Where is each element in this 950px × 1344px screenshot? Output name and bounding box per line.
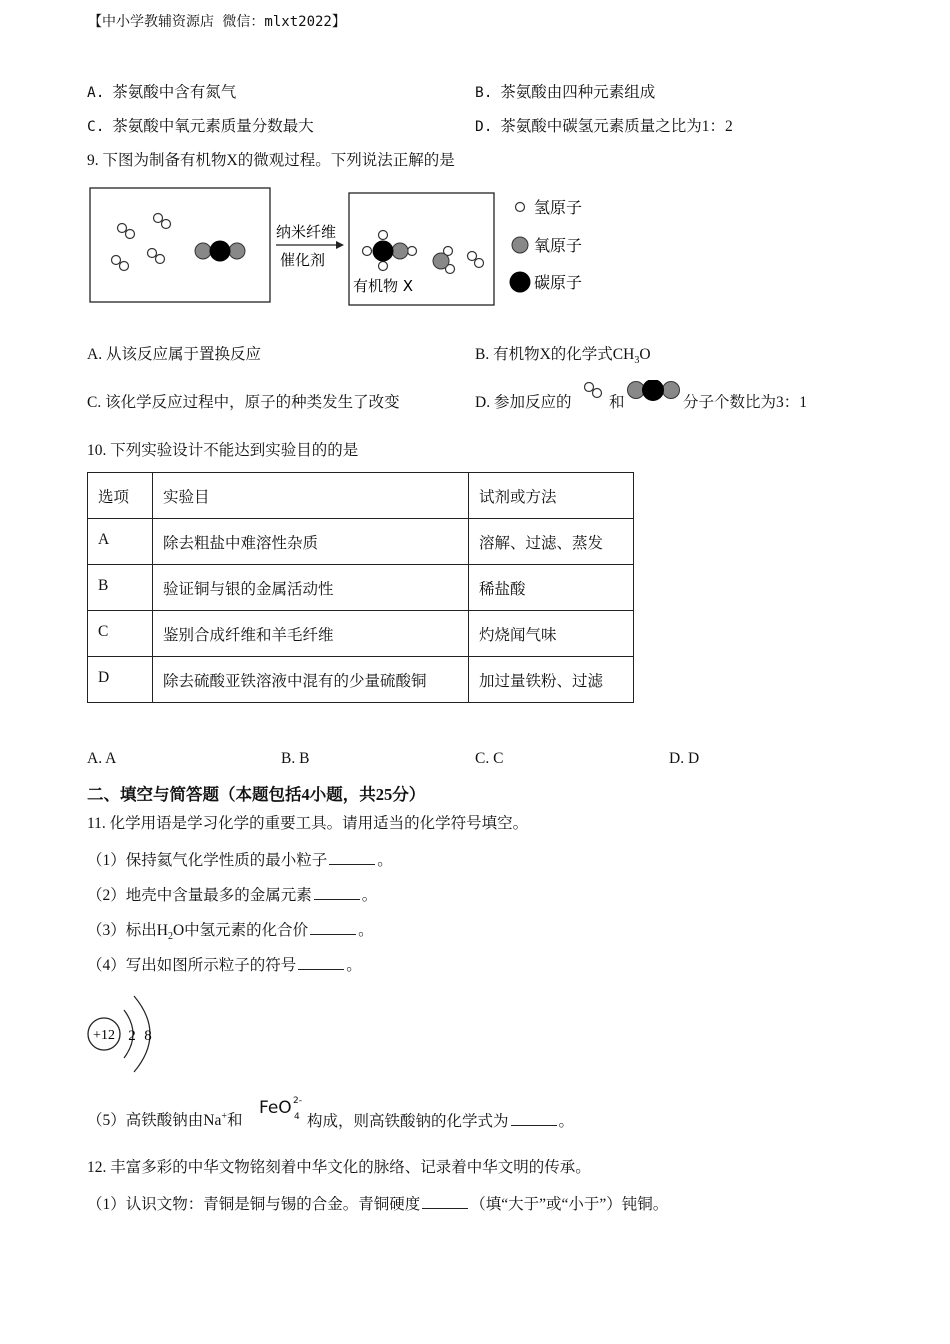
table-cell: A — [88, 519, 153, 565]
svg-text:氧原子: 氧原子 — [534, 236, 583, 255]
table-cell: 灼烧闻气味 — [469, 611, 634, 657]
q8-option-a: A. 茶氨酸中含有氮气 — [87, 84, 237, 101]
table-cell: 除去硫酸亚铁溶液中混有的少量硫酸铜 — [153, 657, 469, 703]
answer-blank — [298, 955, 344, 970]
q10-option-c: C. C — [475, 750, 504, 767]
table-cell: 稀盐酸 — [469, 565, 634, 611]
table-row — [88, 519, 634, 565]
table-header-cell: 试剂或方法 — [469, 473, 634, 519]
q11-part-5: （5）高铁酸钠由Na+和 FeO 2- 4 构成，则高铁酸钠的化学式为 。 — [87, 1096, 575, 1130]
q9-option-a: A. 从该反应属于置换反应 — [87, 346, 261, 363]
svg-text:碳原子: 碳原子 — [534, 273, 583, 292]
hydrogen-molecules — [112, 214, 171, 271]
q9-stem: 9. 下图为制备有机物X的微观过程。下列说法正解的是 — [87, 152, 455, 169]
answer-blank — [310, 920, 356, 935]
q11-stem: 11. 化学用语是学习化学的重要工具。请用适当的化学符号填空。 — [87, 815, 529, 832]
table-cell: C — [88, 611, 153, 657]
hydrogen-molecule-product — [468, 252, 484, 268]
table-row — [88, 565, 634, 611]
hydrogen-molecule-icon — [581, 380, 607, 402]
q8-option-d: D. 茶氨酸中碳氢元素质量之比为1：2 — [475, 118, 733, 135]
product-label: 有机物 X — [353, 277, 414, 295]
table-cell: D — [88, 657, 153, 703]
shell-2-electrons: 8 — [144, 1028, 152, 1044]
table-cell: 除去粗盐中难溶性杂质 — [153, 519, 469, 565]
hydrogen-atom-icon — [516, 203, 525, 212]
atom-legend — [510, 198, 583, 293]
q8-option-c: C. 茶氨酸中氧元素质量分数最大 — [87, 118, 314, 135]
table-cell: B — [88, 565, 153, 611]
q10-option-b: B. B — [281, 750, 310, 767]
q10-stem: 10. 下列实验设计不能达到实验目的的是 — [87, 442, 359, 459]
q10-option-a: A. A — [87, 750, 117, 767]
q9-option-b: B. 有机物X的化学式$CH_3O$ — [475, 346, 651, 367]
table-header-cell: 实验目 — [153, 473, 469, 519]
table-header-row — [88, 473, 634, 519]
answer-blank — [422, 1194, 468, 1209]
answer-blank — [329, 850, 375, 865]
table-cell: 验证铜与银的金属活动性 — [153, 565, 469, 611]
table-cell: 加过量铁粉、过滤 — [469, 657, 634, 703]
svg-text:氢原子: 氢原子 — [534, 198, 583, 217]
ferrate-ion-formula: FeO — [259, 1098, 292, 1118]
arrow-label-bottom: 催化剂 — [280, 251, 326, 269]
q12-part-1: （1）认识文物：青铜是铜与锡的合金。青铜硬度 （填“大于”或“小于”）钝铜。 — [87, 1196, 669, 1213]
q9-reaction-diagram — [86, 185, 606, 310]
q8-option-b: B. 茶氨酸由四种元素组成 — [475, 84, 656, 101]
experiment-table — [87, 472, 634, 703]
q12-stem: 12. 丰富多彩的中华文物铭刻着中华文化的脉络、记录着中华文明的传承。 — [87, 1159, 591, 1176]
q11-part-3: （3）标出$H_2O$中氢元素的化合价 。 — [87, 922, 374, 943]
q11-part-4: （4）写出如图所示粒子的符号 。 — [87, 957, 362, 974]
arrow-label-top: 纳米纤维 — [276, 223, 337, 241]
co2-molecule-icon — [625, 380, 683, 406]
q10-option-d: D. D — [669, 750, 700, 767]
atom-structure-diagram — [84, 988, 174, 1076]
q11-part-1: （1）保持氦气化学性质的最小粒子 。 — [87, 852, 393, 869]
water-molecule — [433, 247, 455, 274]
q9-option-c: C. 该化学反应过程中，原子的种类发生了改变 — [87, 394, 400, 411]
oxygen-atom-icon — [512, 237, 528, 253]
q11-part-2: （2）地壳中含量最多的金属元素 。 — [87, 887, 378, 904]
table-row — [88, 657, 634, 703]
page-header: 【中小学教辅资源店 微信：mlxt2022】 — [88, 14, 346, 30]
carbon-atom-icon — [510, 272, 531, 293]
organic-molecule-x — [363, 231, 417, 271]
nucleus-charge: +12 — [93, 1028, 115, 1043]
shell-1-electrons: 2 — [128, 1028, 136, 1044]
answer-blank — [314, 885, 360, 900]
table-cell: 溶解、过滤、蒸发 — [469, 519, 634, 565]
answer-blank — [511, 1111, 557, 1126]
table-header-cell: 选项 — [88, 473, 153, 519]
table-cell: 鉴别合成纤维和羊毛纤维 — [153, 611, 469, 657]
section-title: 二、填空与简答题（本题包括4小题，共25分） — [87, 785, 426, 804]
table-row — [88, 611, 634, 657]
co2-molecule — [195, 241, 245, 262]
